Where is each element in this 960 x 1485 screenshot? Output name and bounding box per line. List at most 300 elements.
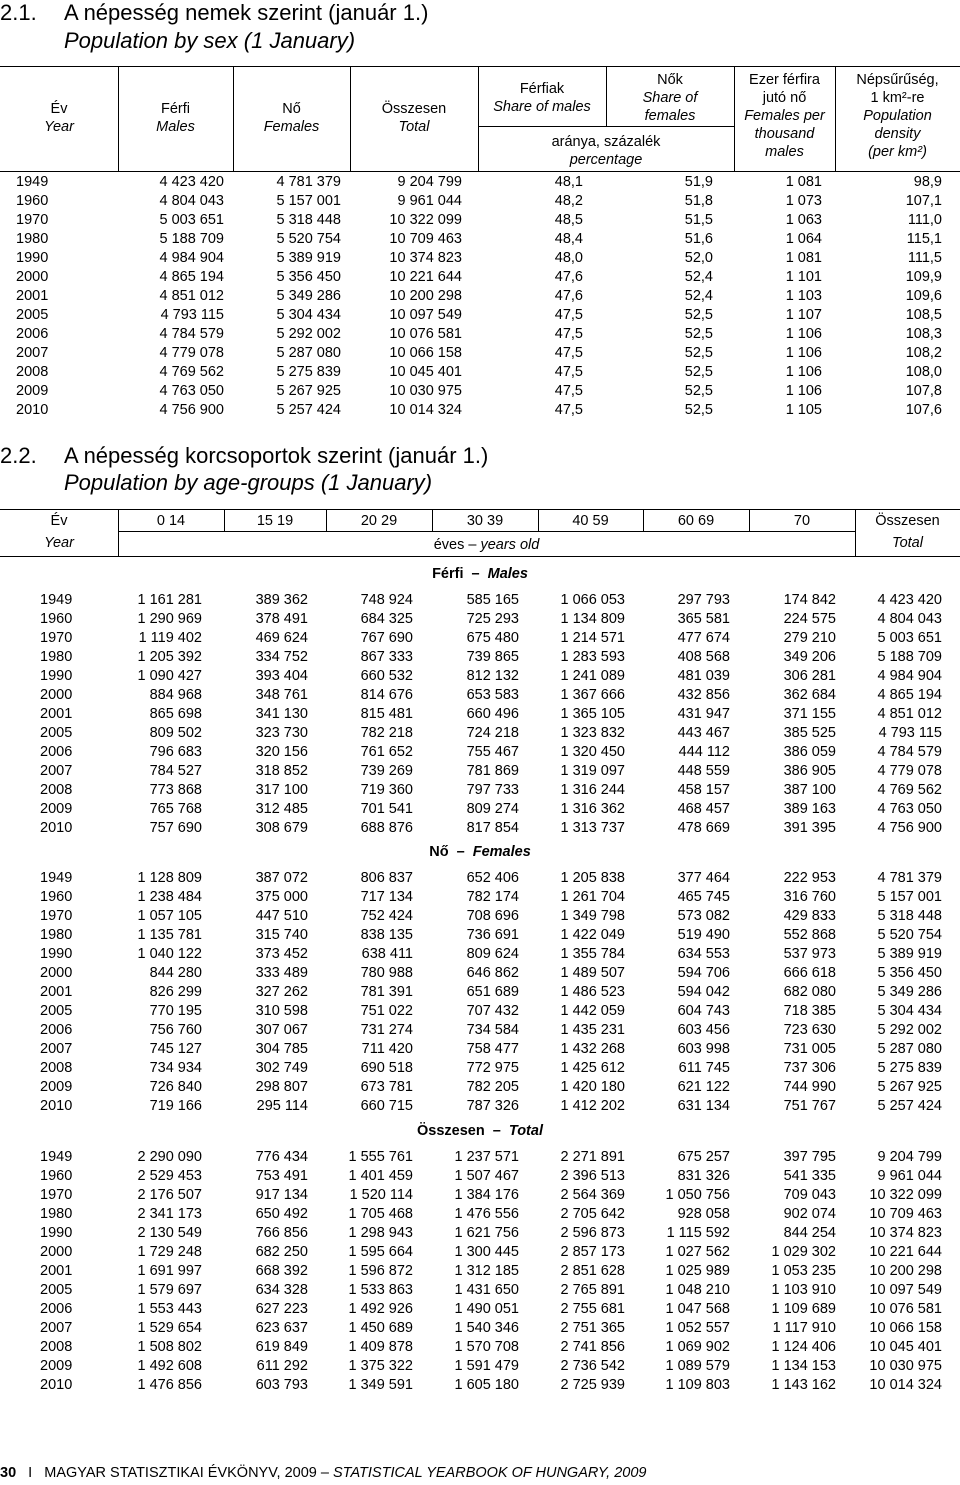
cell-total: 4 793 115 [878,725,942,741]
cell-year: 2008 [40,782,73,798]
cell-age-70-plus: 279 210 [783,630,836,646]
cell-females-per-thousand: 1 107 [785,307,822,323]
cell-age-60-69: 604 743 [677,1003,730,1019]
cell-age-70-plus: 1 053 235 [771,1263,836,1279]
cell-age-0-14: 770 195 [149,1003,202,1019]
cell-age-70-plus: 387 100 [783,782,836,798]
cell-age-20-29: 1 533 863 [348,1282,413,1298]
cell-year: 2005 [40,1282,73,1298]
header-year-en: Year [44,535,74,551]
cell-total: 10 374 823 [389,250,462,266]
cell-total: 4 865 194 [877,687,942,703]
cell-age-0-14: 756 760 [149,1022,202,1038]
cell-age-0-14: 1 553 443 [137,1301,202,1317]
cell-females-per-thousand: 1 063 [785,212,822,228]
cell-age-40-59: 1 435 231 [560,1022,625,1038]
cell-age-30-39: 1 384 176 [454,1187,519,1203]
cell-age-15-19: 776 434 [255,1149,308,1165]
cell-age-60-69: 408 568 [677,649,730,665]
cell-females: 5 318 448 [276,212,341,228]
cell-share-females: 52,5 [684,307,713,323]
cell-year: 2009 [40,1358,73,1374]
cell-females-per-thousand: 1 081 [785,250,822,266]
table-row [0,1243,960,1262]
cell-total: 10 374 823 [869,1225,942,1241]
table-row [0,686,960,705]
cell-age-20-29: 660 532 [360,668,413,684]
cell-age-30-39: 1 431 650 [454,1282,519,1298]
cell-females: 5 389 919 [276,250,341,266]
header-age-group: 20 29 [360,513,398,529]
cell-age-60-69: 928 058 [677,1206,730,1222]
cell-age-0-14: 884 968 [149,687,202,703]
table-row [0,344,960,363]
share-subheader-rule [478,126,734,127]
table-row [0,667,960,686]
cell-age-0-14: 765 768 [149,801,202,817]
cell-year: 2005 [40,1003,73,1019]
cell-age-15-19: 387 072 [255,870,308,886]
cell-age-20-29: 1 596 872 [348,1263,413,1279]
cell-age-40-59: 1 367 666 [560,687,625,703]
cell-age-0-14: 1 529 654 [137,1320,202,1336]
cell-females-per-thousand: 1 106 [785,364,822,380]
cell-age-15-19: 469 624 [255,630,308,646]
group-label-dash: – [492,1123,501,1139]
cell-age-30-39: 787 326 [466,1098,519,1114]
cell-males: 4 793 115 [160,307,224,323]
cell-females-per-thousand: 1 064 [785,231,822,247]
header-density-en-1: Population [863,108,932,124]
cell-age-70-plus: 306 281 [783,668,836,684]
cell-age-70-plus: 844 254 [783,1225,836,1241]
cell-share-females: 52,5 [684,402,713,418]
cell-age-70-plus: 386 059 [783,744,836,760]
cell-total: 10 709 463 [389,231,462,247]
cell-age-60-69: 1 052 557 [665,1320,730,1336]
cell-age-30-39: 758 477 [466,1041,519,1057]
cell-total: 10 045 401 [869,1339,942,1355]
cell-total: 4 763 050 [877,801,942,817]
header-total-en: Total [398,119,430,135]
cell-age-20-29: 752 424 [360,908,413,924]
cell-females-per-thousand: 1 073 [785,193,822,209]
cell-age-30-39: 1 540 346 [454,1320,519,1336]
cell-age-20-29: 717 134 [360,889,413,905]
cell-age-70-plus: 1 029 302 [771,1244,836,1260]
cell-males: 4 784 579 [159,326,224,342]
cell-total: 10 709 463 [869,1206,942,1222]
cell-share-males: 47,5 [554,326,583,342]
table-row [0,945,960,964]
cell-age-30-39: 782 174 [466,889,519,905]
cell-age-0-14: 1 119 402 [138,630,202,646]
cell-age-20-29: 1 401 459 [348,1168,413,1184]
cell-age-40-59: 2 857 173 [560,1244,625,1260]
group-label-en: Males [487,566,528,582]
cell-age-30-39: 707 432 [466,1003,519,1019]
cell-males: 4 804 043 [159,193,224,209]
table-row [0,1262,960,1281]
cell-females: 5 267 925 [276,383,341,399]
cell-age-60-69: 594 042 [677,984,730,1000]
cell-year: 2001 [40,984,73,1000]
cell-age-15-19: 315 740 [255,927,308,943]
cell-age-20-29: 1 520 114 [349,1187,413,1203]
header-males-hu: Férfi [161,101,190,117]
header-density-en-2: density [874,126,921,142]
cell-age-70-plus: 537 973 [783,946,836,962]
footer-separator: I [28,1465,33,1481]
cell-density: 108,2 [905,345,942,361]
table-row [0,629,960,648]
header-total [855,512,960,552]
cell-age-70-plus: 709 043 [783,1187,836,1203]
table-row [0,964,960,983]
header-age-group: 60 69 [677,513,715,529]
cell-age-60-69: 1 109 803 [665,1377,730,1393]
cell-year: 2010 [40,1098,73,1114]
header-density-hu-1: Népsűrűség, [856,72,939,88]
cell-share-males: 47,6 [554,288,583,304]
cell-age-20-29: 701 541 [360,801,413,817]
cell-age-15-19: 917 134 [255,1187,308,1203]
cell-age-60-69: 519 490 [677,927,730,943]
cell-age-40-59: 2 396 513 [560,1168,625,1184]
cell-share-females: 51,9 [684,174,713,190]
table-row [0,306,960,325]
cell-share-males: 47,5 [554,307,583,323]
cell-year: 1990 [40,668,73,684]
table-row [0,268,960,287]
header-top-rule [0,66,960,67]
cell-age-20-29: 711 420 [361,1041,413,1057]
cell-age-40-59: 1 420 180 [560,1079,625,1095]
cell-total: 10 066 158 [389,345,462,361]
cell-age-30-39: 708 696 [466,908,519,924]
table-row [0,192,960,211]
cell-total: 4 781 379 [877,870,942,886]
cell-density: 107,8 [905,383,942,399]
cell-age-70-plus: 391 395 [783,820,836,836]
cell-age-40-59: 1 214 571 [560,630,625,646]
cell-age-70-plus: 1 103 910 [771,1282,836,1298]
section-2-1-title-hu [0,0,428,26]
cell-year: 2001 [40,706,73,722]
cell-year: 1990 [16,250,49,266]
cell-total: 5 188 709 [877,649,942,665]
cell-year: 2006 [40,1301,73,1317]
cell-age-0-14: 865 698 [149,706,202,722]
header-percentage-en: percentage [569,152,643,168]
group-label-hu: Férfi [432,566,464,582]
cell-age-40-59: 1 489 507 [560,965,625,981]
table-row [0,591,960,610]
cell-age-15-19: 333 489 [255,965,308,981]
table-row [0,800,960,819]
cell-age-60-69: 465 745 [677,889,730,905]
cell-density: 107,6 [905,402,942,418]
cell-age-40-59: 1 320 450 [560,744,625,760]
cell-total: 10 045 401 [389,364,462,380]
cell-age-40-59: 1 349 798 [560,908,625,924]
cell-age-15-19: 295 114 [256,1098,308,1114]
cell-age-20-29: 838 135 [360,927,413,943]
cell-males: 5 003 651 [159,212,224,228]
cell-age-60-69: 573 082 [677,908,730,924]
cell-males: 4 984 904 [159,250,224,266]
cell-age-0-14: 1 579 697 [137,1282,202,1298]
cell-age-20-29: 1 595 664 [348,1244,413,1260]
cell-age-70-plus: 385 525 [783,725,836,741]
table-row [0,648,960,667]
cell-age-60-69: 594 706 [677,965,730,981]
group-label [0,843,960,862]
cell-age-15-19: 327 262 [255,984,308,1000]
dash: – [468,537,477,553]
cell-age-0-14: 826 299 [149,984,202,1000]
title-hu-text: A népesség nemek szerint (január 1.) [64,0,429,25]
cell-age-40-59: 2 736 542 [560,1358,625,1374]
cell-total: 5 275 839 [877,1060,942,1076]
cell-age-40-59: 2 271 891 [560,1149,625,1165]
cell-share-females: 51,5 [684,212,713,228]
cell-total: 5 318 448 [877,908,942,924]
cell-age-20-29: 739 269 [360,763,413,779]
cell-age-60-69: 1 115 592 [666,1225,730,1241]
cell-year: 1980 [40,927,73,943]
cell-males: 4 851 012 [159,288,224,304]
cell-females-per-thousand: 1 081 [785,174,822,190]
cell-density: 108,5 [905,307,942,323]
cell-age-30-39: 812 132 [466,668,519,684]
cell-total: 5 356 450 [877,965,942,981]
cell-age-20-29: 731 274 [360,1022,413,1038]
cell-age-0-14: 757 690 [149,820,202,836]
cell-age-0-14: 1 691 997 [137,1263,202,1279]
cell-males: 5 188 709 [159,231,224,247]
cell-total: 5 287 080 [877,1041,942,1057]
cell-age-15-19: 312 485 [255,801,308,817]
cell-share-females: 52,0 [684,250,713,266]
cell-age-30-39: 772 975 [466,1060,519,1076]
cell-share-males: 48,1 [554,174,583,190]
cell-age-30-39: 1 237 571 [454,1149,519,1165]
cell-age-70-plus: 362 684 [783,687,836,703]
cell-year: 2006 [40,744,73,760]
group-label-hu: Nő [429,844,449,860]
table-row [0,1097,960,1116]
cell-females: 5 356 450 [276,269,341,285]
cell-age-30-39: 781 869 [466,763,519,779]
cell-year: 2005 [40,725,73,741]
cell-density: 108,0 [905,364,942,380]
header-age-group: 15 19 [256,513,294,529]
cell-age-0-14: 1 090 427 [137,668,202,684]
cell-age-15-19: 298 807 [255,1079,308,1095]
cell-year: 1960 [40,611,73,627]
table-row [0,743,960,762]
header-percentage-hu: aránya, százalék [551,134,661,150]
cell-age-15-19: 334 752 [255,649,308,665]
cell-age-30-39: 755 467 [466,744,519,760]
cell-total: 4 984 904 [877,668,942,684]
cell-age-15-19: 603 793 [255,1377,308,1393]
cell-age-60-69: 634 553 [677,946,730,962]
cell-total: 10 221 644 [869,1244,942,1260]
cell-age-20-29: 638 411 [361,946,413,962]
cell-age-40-59: 2 741 856 [560,1339,625,1355]
cell-age-70-plus: 666 618 [783,965,836,981]
cell-age-60-69: 611 745 [678,1060,730,1076]
cell-age-15-19: 310 598 [255,1003,308,1019]
header-year [0,512,118,552]
table-row [0,983,960,1002]
cell-age-15-19: 302 749 [255,1060,308,1076]
header-females-hu: Nő [282,101,301,117]
cell-year: 2000 [16,269,49,285]
cell-year: 2009 [40,801,73,817]
cell-year: 2000 [40,687,73,703]
cell-age-40-59: 1 355 784 [560,946,625,962]
cell-share-females: 52,4 [684,288,713,304]
cell-age-0-14: 809 502 [149,725,202,741]
cell-age-40-59: 1 261 704 [560,889,625,905]
cell-age-0-14: 1 508 802 [137,1339,202,1355]
cell-age-40-59: 1 425 612 [560,1060,625,1076]
cell-females-per-thousand: 1 106 [785,383,822,399]
cell-age-40-59: 1 205 838 [560,870,625,886]
cell-age-30-39: 652 406 [466,870,519,886]
cell-year: 2006 [16,326,49,342]
cell-age-30-39: 675 480 [466,630,519,646]
cell-age-0-14: 784 527 [149,763,202,779]
cell-total: 5 157 001 [877,889,942,905]
cell-total: 4 851 012 [877,706,942,722]
cell-age-30-39: 1 570 708 [454,1339,519,1355]
cell-females: 5 275 839 [276,364,341,380]
cell-age-30-39: 1 591 479 [454,1358,519,1374]
header-density-en-3: (per km²) [868,144,927,160]
cell-age-60-69: 831 326 [677,1168,730,1184]
age-subheader-rule [118,531,855,532]
cell-year: 2005 [16,307,49,323]
cell-age-30-39: 1 476 556 [454,1206,519,1222]
cell-age-0-14: 745 127 [149,1041,202,1057]
cell-age-30-39: 653 583 [466,687,519,703]
header-share-females [606,71,734,125]
cell-total: 10 322 099 [389,212,462,228]
cell-age-40-59: 1 313 737 [560,820,625,836]
cell-share-males: 47,5 [554,402,583,418]
cell-age-15-19: 682 250 [255,1244,308,1260]
cell-age-60-69: 1 069 902 [665,1339,730,1355]
header-bottom-rule [0,171,960,172]
cell-age-70-plus: 174 842 [783,592,836,608]
table-row [0,888,960,907]
cell-males: 4 769 562 [159,364,224,380]
cell-total: 10 097 549 [389,307,462,323]
cell-age-0-14: 2 290 090 [137,1149,202,1165]
table-row [0,401,960,420]
cell-year: 1960 [40,889,73,905]
cell-age-70-plus: 731 005 [783,1041,836,1057]
header-share-males [478,80,606,116]
cell-females-per-thousand: 1 106 [785,345,822,361]
table-row [0,724,960,743]
cell-age-20-29: 767 690 [360,630,413,646]
cell-density: 109,6 [905,288,942,304]
cell-age-20-29: 815 481 [360,706,413,722]
header-share-females-en-1: Share of [642,90,698,106]
table-row [0,382,960,401]
cell-age-20-29: 751 022 [360,1003,413,1019]
cell-age-0-14: 2 529 453 [137,1168,202,1184]
cell-age-20-29: 688 876 [360,820,413,836]
table-row [0,1059,960,1078]
cell-age-60-69: 443 467 [677,725,730,741]
header-top-rule [0,509,960,510]
cell-age-20-29: 690 518 [360,1060,413,1076]
table-row [0,1078,960,1097]
header-years-hu: éves [433,537,465,553]
section-number: 2.1. [0,0,37,25]
cell-age-15-19: 317 100 [255,782,308,798]
cell-age-60-69: 481 039 [677,668,730,684]
cell-age-15-19: 318 852 [255,763,308,779]
cell-age-40-59: 1 316 362 [560,801,625,817]
header-total-hu: Összesen [875,513,940,529]
title-hu-text: A népesség korcsoportok szerint (január 1.) [64,443,489,468]
cell-age-60-69: 621 122 [677,1079,730,1095]
cell-total: 9 961 044 [397,193,462,209]
footer-text-hu: MAGYAR STATISZTIKAI ÉVKÖNYV, 2009 – [44,1465,329,1481]
cell-age-60-69: 365 581 [677,611,730,627]
cell-density: 111,0 [907,212,942,228]
cell-age-40-59: 1 422 049 [560,927,625,943]
table-row [0,1148,960,1167]
cell-total: 10 221 644 [389,269,462,285]
cell-age-30-39: 1 621 756 [454,1225,519,1241]
cell-age-70-plus: 718 385 [783,1003,836,1019]
cell-age-40-59: 1 365 105 [560,706,625,722]
cell-age-0-14: 1 238 484 [137,889,202,905]
table-row [0,363,960,382]
cell-year: 2008 [40,1060,73,1076]
header-years-old [118,536,855,554]
header-males-en: Males [156,119,195,135]
header-bottom-rule [0,556,960,557]
cell-age-20-29: 1 409 878 [348,1339,413,1355]
cell-year: 1960 [16,193,49,209]
cell-females-per-thousand: 1 105 [785,402,822,418]
cell-females: 5 157 001 [276,193,341,209]
cell-age-20-29: 780 988 [360,965,413,981]
header-share-males-hu: Férfiak [519,81,565,97]
cell-age-20-29: 748 924 [360,592,413,608]
cell-females-per-thousand: 1 101 [785,269,822,285]
section-number: 2.2. [0,443,37,468]
cell-age-20-29: 673 781 [360,1079,413,1095]
table-row [0,1300,960,1319]
cell-total: 5 257 424 [877,1098,942,1114]
cell-age-70-plus: 744 990 [783,1079,836,1095]
page-number: 30 [0,1465,17,1481]
cell-total: 4 423 420 [877,592,942,608]
cell-share-females: 51,8 [684,193,713,209]
cell-age-30-39: 1 490 051 [454,1301,519,1317]
cell-males: 4 756 900 [159,402,224,418]
